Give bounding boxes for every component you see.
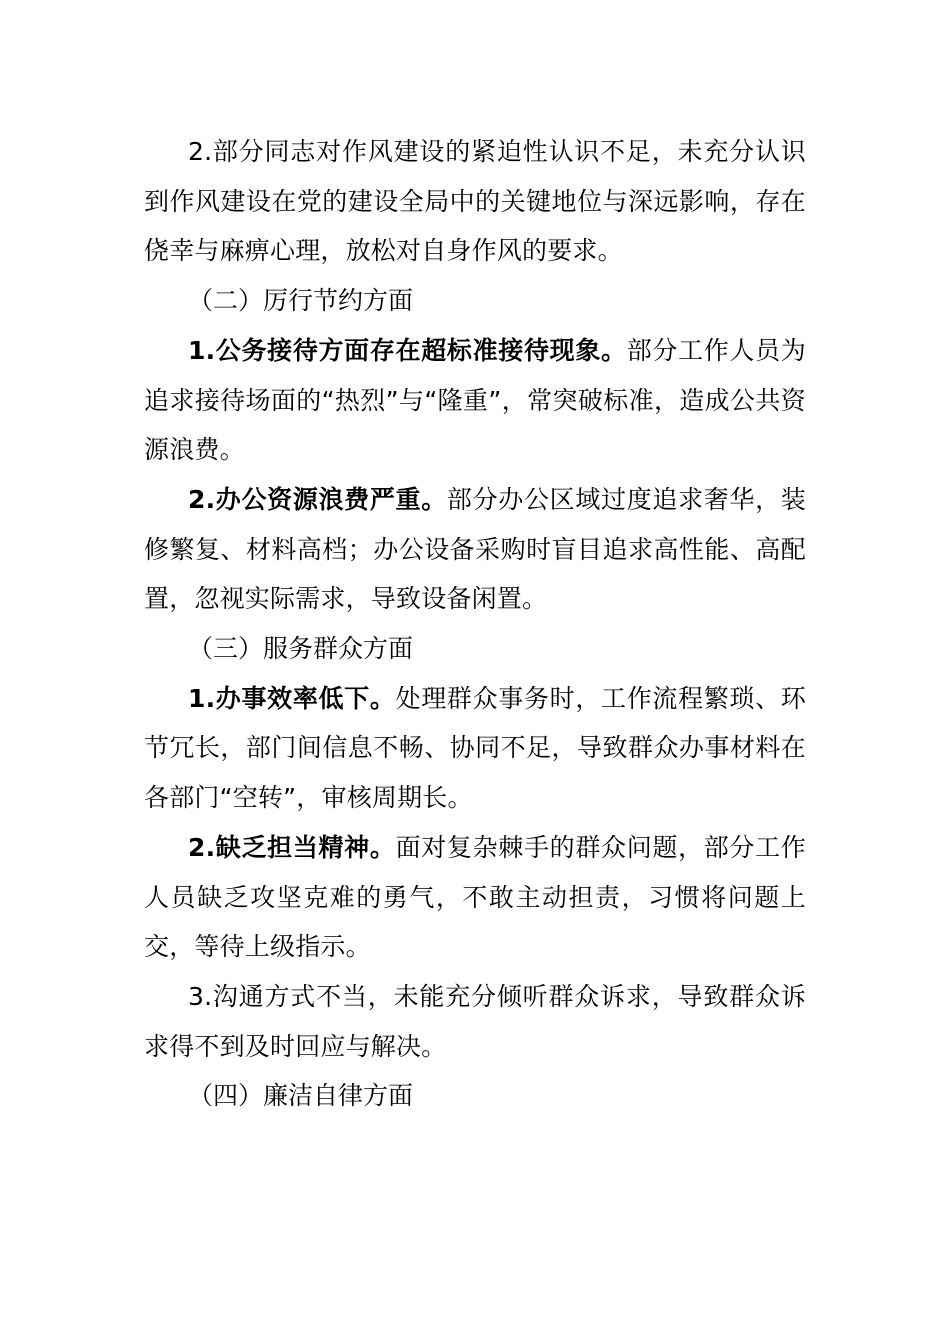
document-body	[144, 127, 806, 1121]
section-heading-service: （三）服务群众方面	[188, 634, 414, 664]
paragraph-text: 2.部分同志对作风建设的紧迫性认识不足，未充分认识到作风建设在党的建设全局中的关键地位与深远影响，存在侥幸与麻痹心理，放松对自身作风的要求。	[144, 137, 806, 266]
paragraph-lead: 1.公务接待方面存在超标准接待现象。	[188, 335, 627, 365]
paragraph-lead: 2.缺乏担当精神。	[188, 832, 396, 862]
paragraph-communication	[144, 972, 806, 1071]
section-heading-thrift: （二）厉行节约方面	[188, 286, 414, 316]
paragraph-lead: 1.办事效率低下。	[188, 683, 396, 713]
paragraph-office-waste	[144, 475, 806, 624]
paragraph-text: 面对复杂棘手的群众问题，部分工作人员缺乏攻坚克难的勇气，不敢主动担责，习惯将问题上交，等待上级指示。	[144, 832, 806, 962]
paragraph-text: 3.沟通方式不当，未能充分倾听群众诉求，导致群众诉求得不到及时回应与解决。	[144, 981, 806, 1061]
paragraph-responsibility	[144, 823, 806, 972]
paragraph-text: 部分工作人员为追求接待场面的“热烈”与“隆重”，常突破标准，造成公共资源浪费。	[144, 335, 806, 465]
paragraph-awareness	[144, 127, 806, 276]
paragraph-efficiency	[144, 674, 806, 823]
paragraph-text: 处理群众事务时，工作流程繁琐、环节冗长，部门间信息不畅、协同不足，导致群众办事材料在各部门“空转”，审核周期长。	[144, 683, 806, 813]
paragraph-reception	[144, 326, 806, 475]
paragraph-text: 部分办公区域过度追求奢华，装修繁复、材料高档；办公设备采购时盲目追求高性能、高配置，忽视实际需求，导致设备闲置。	[144, 484, 806, 614]
section-heading-integrity: （四）廉洁自律方面	[188, 1081, 414, 1111]
paragraph-lead: 2.办公资源浪费严重。	[188, 484, 447, 514]
